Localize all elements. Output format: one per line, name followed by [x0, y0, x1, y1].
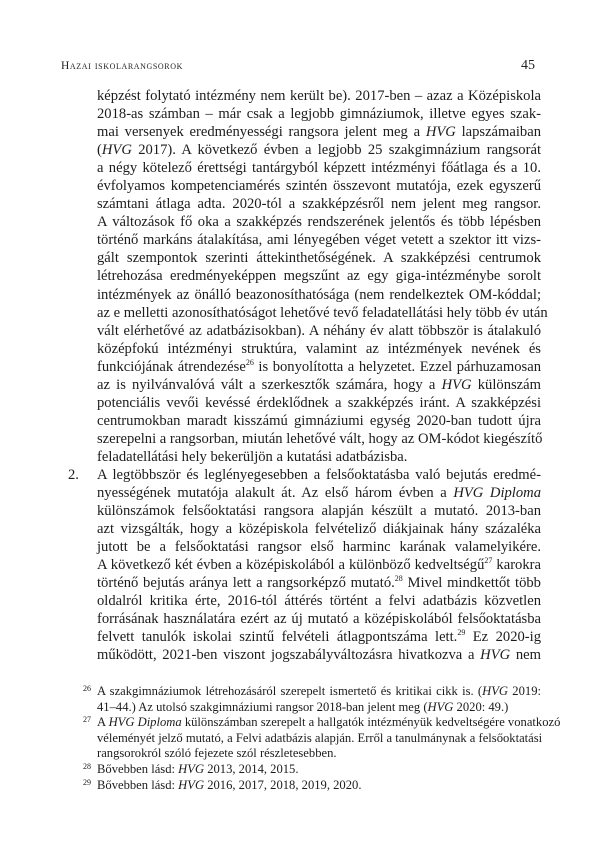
- text-line: gált szempontok szerinti áttekinthetőségének. A szakképzési centrumok: [97, 250, 541, 267]
- text-line: képzést folytató intézmény nem került be). 2017-ben – azaz a Középiskola: [97, 88, 541, 104]
- text-line: az is nyilvánvalóvá vált a szerkesztők számára, hogy a HVG különszám: [97, 376, 541, 393]
- footnote-27: [83, 715, 561, 762]
- footnote-26: [83, 684, 541, 715]
- footnotes: [83, 684, 561, 793]
- text-line: A szakgimnáziumok létrehozásáról szerepelt ismertető és kritikai cikk is. (HVG 2019:: [97, 684, 541, 698]
- footnote-reference[interactable]: 27: [484, 556, 493, 566]
- footnote-reference[interactable]: 29: [457, 628, 466, 638]
- text-line: potenciális vevői kevéssé érdeklődnek a szakképzés iránt. A szakképzési: [97, 394, 541, 411]
- italic-title: HVG: [425, 124, 456, 141]
- italic-title: HVG: [480, 647, 511, 664]
- text-line: szerepelni a rangsorban, miután lehetővé vált, hogy az OM-kódot kiegészítő: [97, 430, 543, 447]
- italic-title: HVG: [441, 376, 472, 393]
- text-line: oldalról kritika érte, 2016-tól áttérés történt a felvi adatbázis közvetlen: [97, 593, 541, 610]
- text-line: centrumokban maradt kisszámú gimnáziumi egység 2020-ban tudott újra: [97, 412, 541, 429]
- text-line: az e melletti azonosíthatóságot lehetővé tevő feladatellátási hely több év után: [97, 304, 548, 321]
- text-line: mai versenyek eredményességi rangsora jelent meg a HVG lapszámaiban: [97, 124, 541, 141]
- footnote-number: 26: [83, 684, 91, 693]
- list-item-text: [97, 466, 541, 665]
- text-line: feladatellátási hely bekerüljön a kutatási adatbázisba.: [97, 448, 408, 465]
- text-line: funkciójának átrendezése$^{26}$ is bonyolította a helyzetet. Ezzel párhuzamosan: [97, 357, 541, 375]
- running-head: Hazai iskolarangsorok: [61, 60, 184, 72]
- text-line: történő bejutás aránya lett a rangsorképző mutató.$^{28}$ Mivel mindkettőt több: [97, 574, 541, 592]
- text-line: A legtöbbször és leglényegesebben a felsőoktatásba való bejutás eredmé-: [97, 466, 541, 483]
- text-line: 41–44.) Az utolsó szakgimnáziumi rangsor 2018-ban jelent meg (HVG 2020: 49.): [97, 699, 509, 714]
- page-number: 45: [521, 58, 535, 73]
- footnote-reference[interactable]: 26: [245, 357, 254, 367]
- text-line: A következő két évben a középiskolából a különböző kedveltségű$^{27}$ karokra: [97, 556, 541, 574]
- text-line: Bővebben lásd: HVG 2016, 2017, 2018, 2019, 2020.: [97, 777, 362, 792]
- text-line: Bővebben lásd: HVG 2013, 2014, 2015.: [97, 761, 299, 776]
- text-line: jutott be a felsőoktatási rangsor első harminc karának valamelyikére.: [97, 539, 541, 556]
- text-line: azt vizsgálták, hogy a középiskola felvételiző diákjainak hány százaléka: [97, 521, 541, 538]
- footnote-number: 29: [83, 777, 91, 787]
- footnote-number: 28: [83, 761, 91, 771]
- italic-title: HVG Diploma: [453, 485, 541, 502]
- text-line: működött, 2021-ben viszont jogszabályváltozásra hivatkozva a HVG nem: [97, 647, 542, 664]
- text-line: számtani átlaga adta. 2020-tól a szakképzésről nem jelent meg rangsor.: [97, 196, 541, 213]
- numbered-list-item: [68, 466, 542, 665]
- text-line: 2018-as számban – már csak a legjobb gimnáziumok, illetve egyes szak-: [97, 106, 541, 123]
- footnote-number: 27: [83, 715, 91, 725]
- text-line: felvett tanulók iskolai szintű felvételi átlagpontszáma lett.$^{29}$ Ez 2020-ig: [97, 628, 541, 646]
- text-line: évfolyamos kompetenciamérés szintén összevont mutatója, ezek egyszerű: [97, 178, 541, 195]
- continuation-paragraph: [97, 87, 548, 466]
- body-text: [68, 87, 548, 665]
- italic-title: HVG: [178, 777, 205, 792]
- text-line: intézmények az önálló beazonosíthatósága (nem rendelkeztek OM-kóddal;: [97, 286, 541, 303]
- italic-title: HVG: [427, 699, 454, 714]
- text-line: véleményét jelző mutató, a Felvi adatbázis alapján. Erről a tanulmánynak a felsőoktatási: [97, 730, 543, 745]
- list-item-number: 2.: [68, 466, 79, 483]
- text-line: A HVG Diploma különszámban szerepelt a hallgatók intézményük kedveltségére vonatkozó: [97, 715, 561, 730]
- text-line: középfokú intézményi struktúra, valamint az intézmények nevének és: [97, 340, 541, 357]
- italic-title: HVG: [178, 761, 205, 776]
- text-line: A változások fő oka a szakképzés rendszerének jelentős és több lépésben: [97, 214, 541, 231]
- text-line: a négy kötelező érettségi tantárgyból képzett intézményi főátlaga és a 10.: [97, 160, 541, 177]
- footnote-reference[interactable]: 28: [394, 574, 403, 584]
- text-line: forrásának használatára ezért az új mutató a középiskolából felsőoktatásba: [97, 611, 541, 628]
- footnote-29: [83, 778, 541, 794]
- text-line: különszámok felsőoktatási rangsora alapján készült a mutató. 2013-ban: [97, 503, 541, 520]
- text-line: létrehozása eredményeképpen megszűnt az egy giga-intézménybe sorolt: [97, 268, 541, 285]
- text-line: vált elérhetővé az adatbázisokban). A néhány év alatt többször is átalakuló: [97, 322, 541, 339]
- italic-title: HVG: [482, 684, 509, 698]
- italic-title: HVG: [101, 142, 132, 159]
- text-line: történő markáns átalakítása, ami lényegében véget vetett a szektor itt vizs-: [97, 232, 541, 249]
- footnote-28: [83, 762, 541, 778]
- text-line: nyességének mutatója alakult át. Az első három évben a HVG Diploma: [97, 485, 541, 502]
- text-line: (HVG 2017). A következő évben a legjobb 25 szakgimnázium rangsorát: [97, 142, 541, 159]
- italic-title: HVG Diploma: [108, 715, 182, 730]
- text-line: rangsorokról szóló fejezete szól részletesebben.: [97, 746, 337, 761]
